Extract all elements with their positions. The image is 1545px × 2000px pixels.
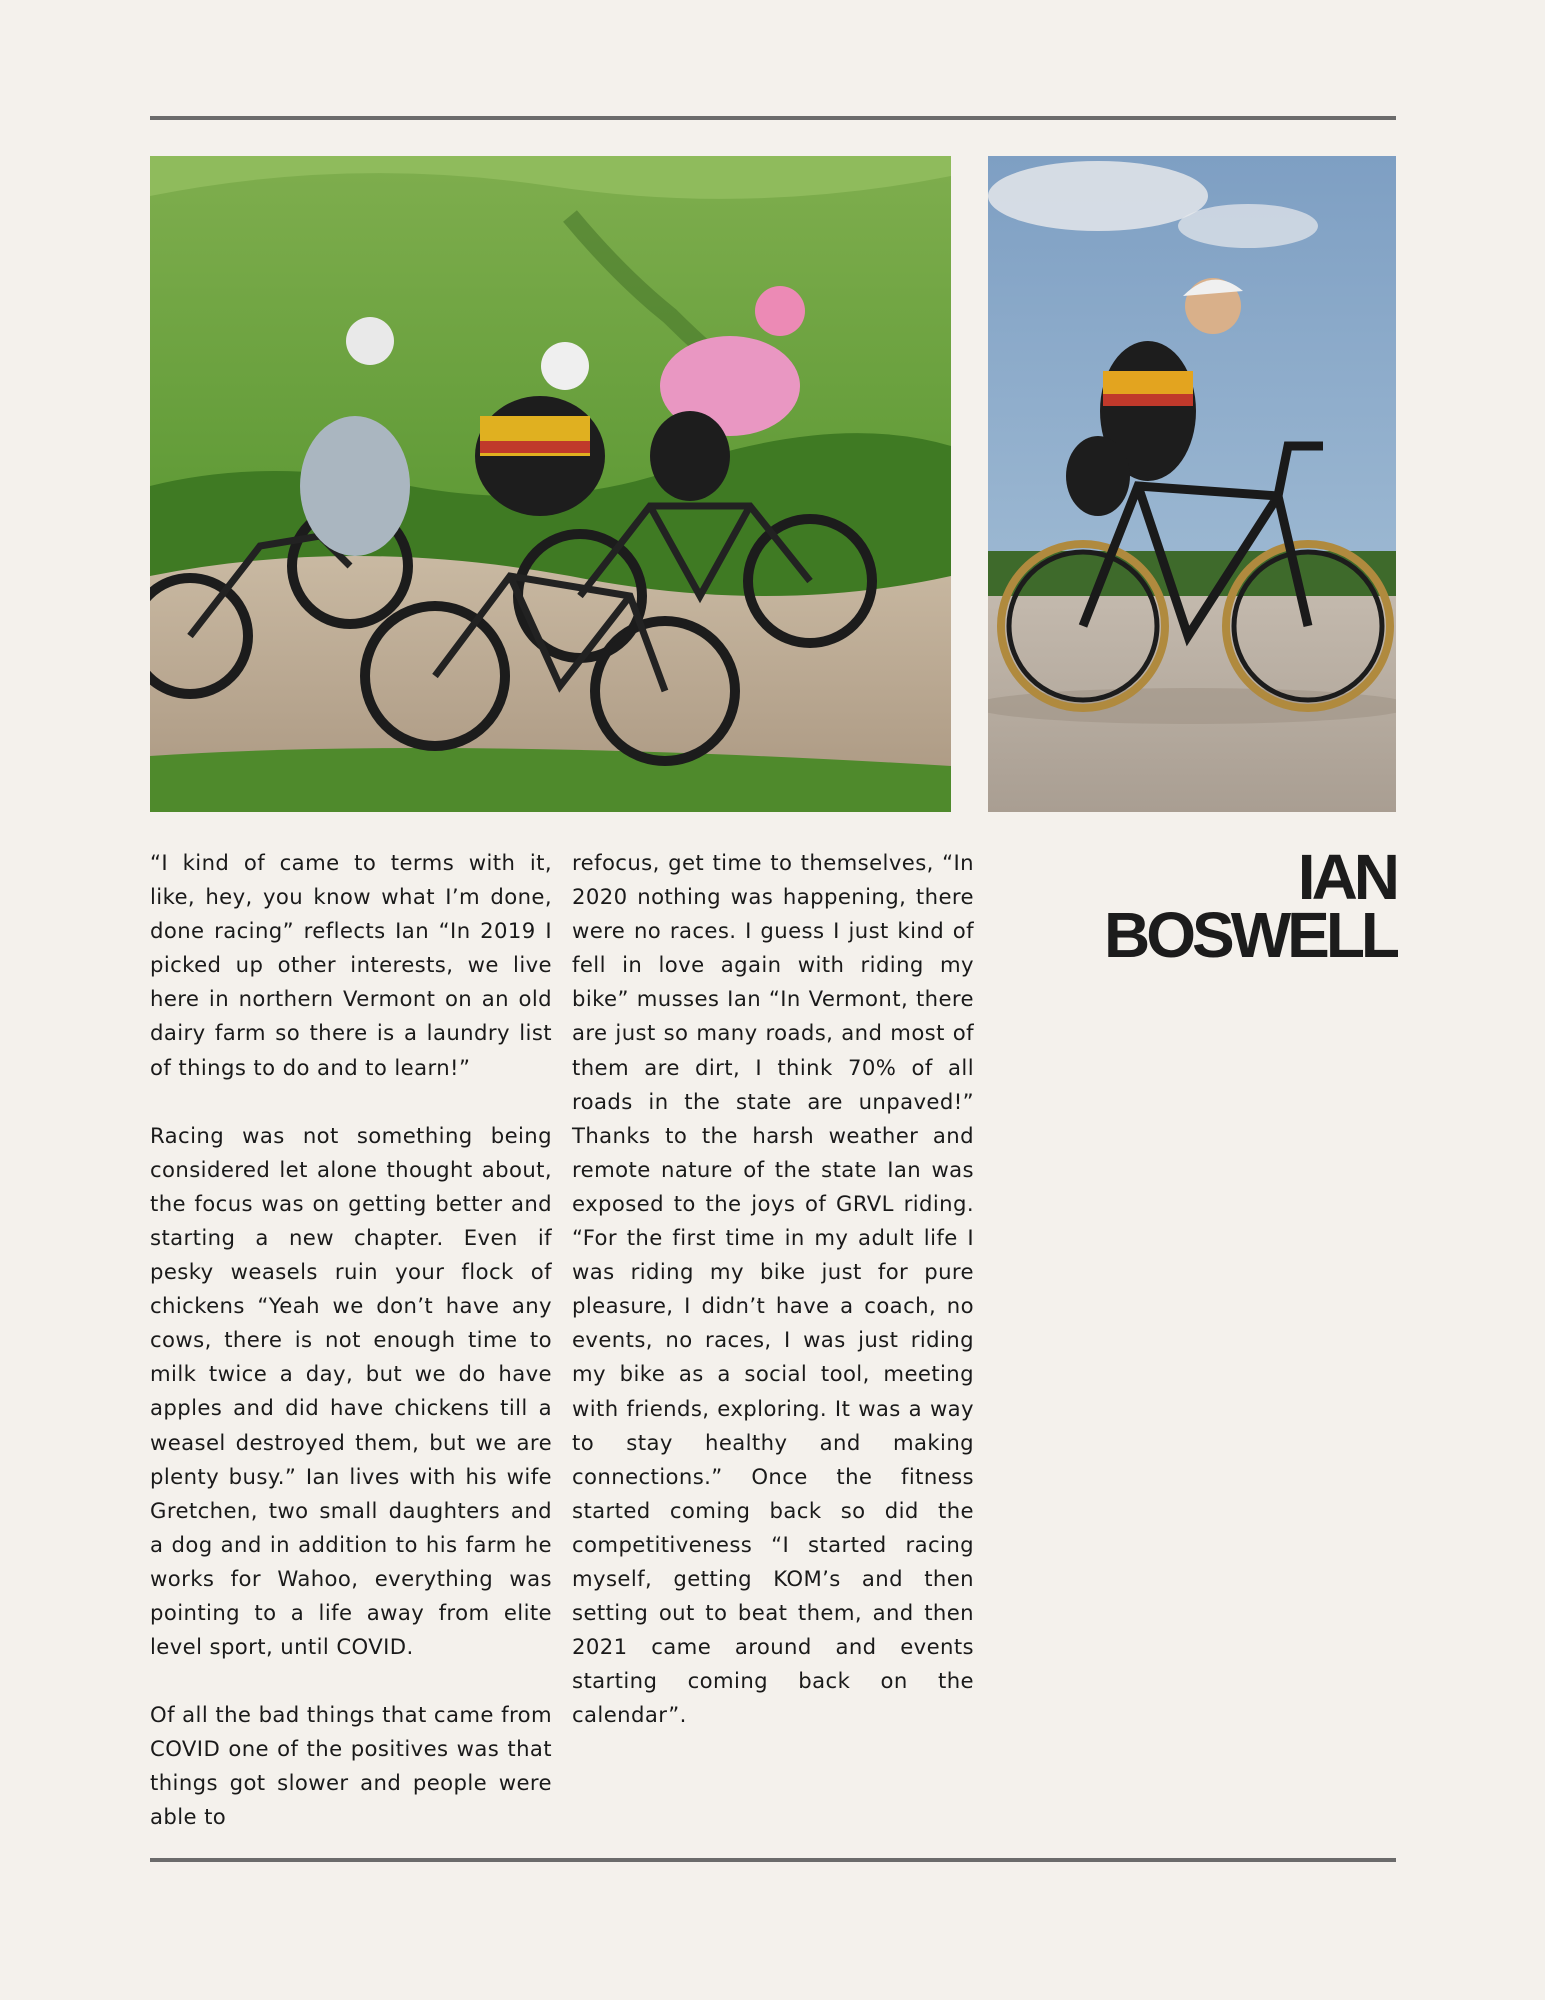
article-column-1 [150,846,552,1869]
rider-name-heading [1104,841,1396,971]
top-divider [150,116,1396,120]
paragraph: refocus, get time to themselves, “In 2020 nothing was happening, there were no races. I guess I just kind of fell in love again with riding my bike” musses Ian “In Vermont, there are just so many roads, and most of them are dirt, I think 70% of all roads in the state are unpaved!” Thanks to the harsh weather and remote nature of the state Ian was exposed to the joys of GRVL riding. “For the first time in my adult life I was riding my bike just for pure pleasure, I didn’t have a coach, no events, no races, I was just riding my bike as a social tool, meeting with friends, exploring. It was a way to stay healthy and making connections.” Once the fitness started coming back so did the competitiveness “I started racing myself, getting KOM’s and then setting out to beat them, and then 2021 came around and events starting coming back on the calendar”. [572,850,974,1728]
name-last: BOSWELL [1104,899,1396,971]
name-first: IAN [1297,841,1396,913]
group-riders-photo [150,156,951,812]
paragraph: “I kind of came to terms with it, like, hey, you know what I’m done, done racing” reflects Ian “In 2019 I picked up other interests, we live here in northern Vermont on an old dairy farm so there is a laundry list of things to do and to learn!” [150,850,552,1080]
paragraph: Racing was not something being considered let alone thought about, the focus was on getting better and starting a new chapter. Even if pesky weasels ruin your flock of chickens “Yeah we don’t have any cows, there is not enough time to milk twice a day, but we do have apples and did have chickens till a weasel destroyed them, but we are plenty busy.” Ian lives with his wife Gretchen, two small daughters and a dog and in addition to his farm he works for Wahoo, everything was pointing to a life away from elite level sport, until COVID. [150,1122,552,1660]
article-column-2 [572,846,974,1766]
paragraph: Of all the bad things that came from COVID one of the positives was that things got slower and people were able to [150,1702,552,1830]
bottom-divider [150,1858,1396,1862]
solo-rider-photo [988,156,1396,812]
